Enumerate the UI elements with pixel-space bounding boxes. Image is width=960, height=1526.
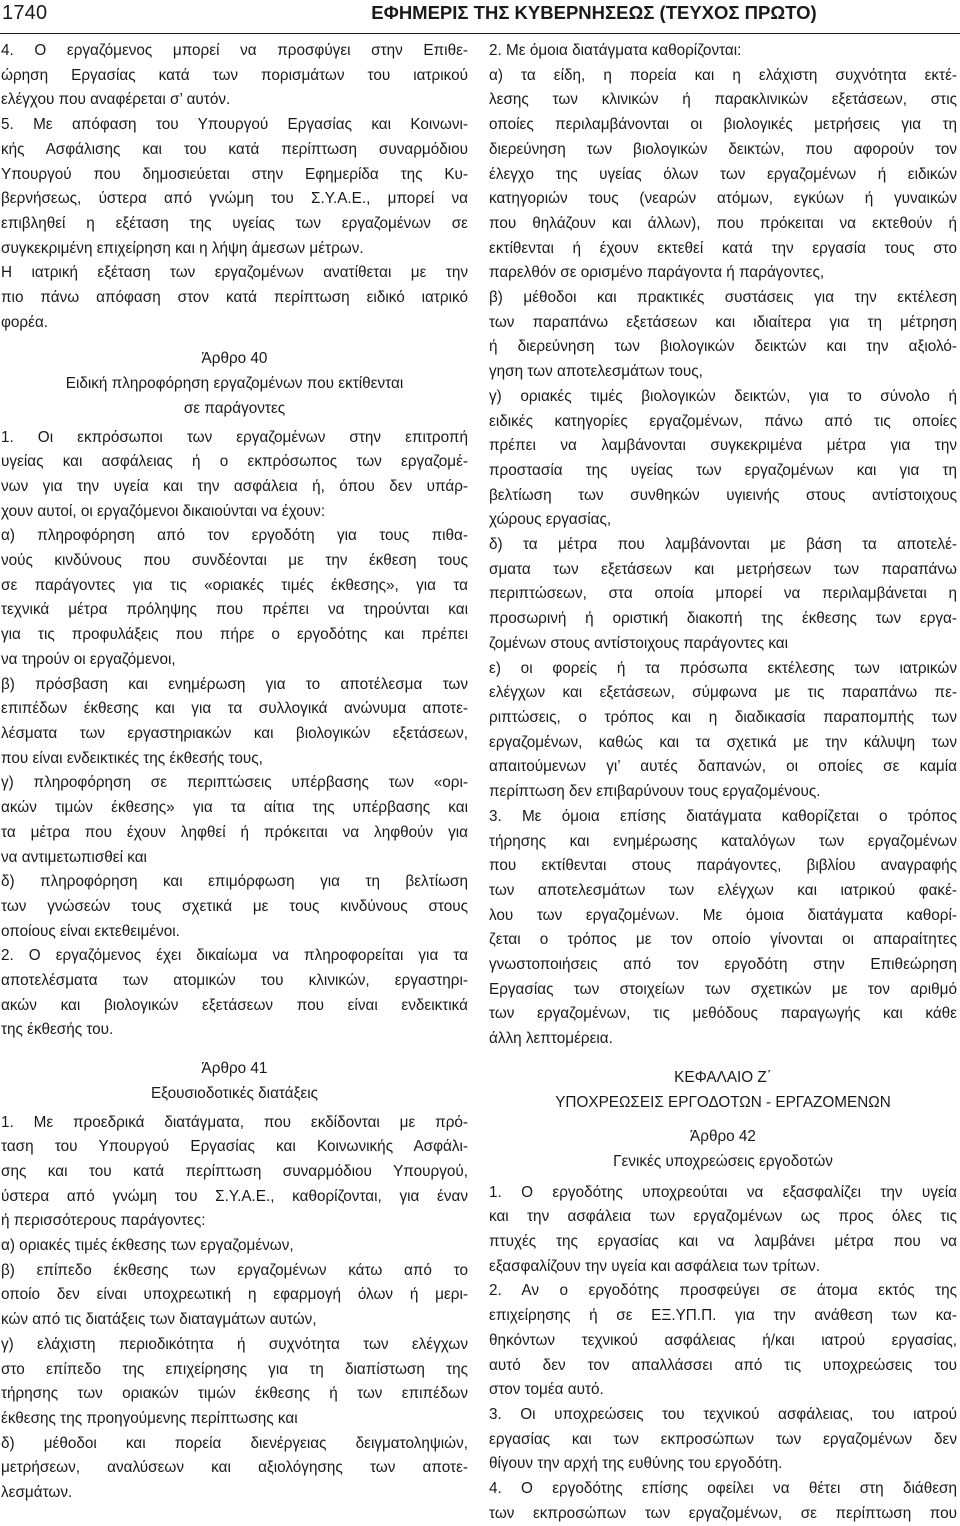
article-41-heading: Άρθρο 41 (201, 1060, 268, 1078)
text-line: σε παράγοντες (183, 399, 286, 417)
text-line: σης και του κατά περίπτωση συναρμόδιου Υπουργού, (1, 1162, 468, 1180)
text-line: ζεται ο τρόπος με τον οποίο γίνονται οι απαραίτητες (489, 931, 957, 949)
right-paragraph-2 (489, 39, 957, 64)
text-line: λέσματα των εργαστηριακών και βιολογικών εξετάσεων, (1, 724, 468, 742)
right-item-e (489, 657, 957, 805)
text-line: Η ιατρική εξέταση των εργαζομένων ανατίθεται με την (1, 264, 468, 282)
article-42-paragraph-4 (489, 1477, 957, 1526)
text-line: συγκεκριμένη επιχείρηση και η λήψη άμεσων μέτρων. (1, 239, 364, 257)
text-line: 3. Με όμοια επίσης διατάγματα καθορίζεται ο τρόπος (489, 807, 957, 825)
text-line: Εργασίας των στοιχείων των σχετικών με τον αριθμό (489, 980, 957, 998)
text-line: των αποτελεσμάτων των ελέγχων και ιατρικού φακέ- (489, 881, 957, 899)
article-40-item-b (1, 673, 468, 772)
text-line: γνωστοποιήσεις από τον εργοδότη στην Επιθεώρηση (489, 956, 957, 974)
gazette-title: ΕΦΗΜΕΡΙΣ ΤΗΣ ΚΥΒΕΡΝΗΣΕΩΣ (ΤΕΥΧΟΣ ΠΡΩΤΟ) (371, 2, 817, 23)
text-line: που θηλάζουν και άλλων), που πρόκειται να εκτεθούν ή (489, 214, 957, 232)
text-line: 2. Με όμοια διατάγματα καθορίζονται: (489, 42, 742, 59)
article-42-title: Γενικές υποχρεώσεις εργοδοτών (613, 1152, 833, 1170)
article-40-heading: Άρθρο 40 (201, 350, 268, 368)
text-line: ειδικές κατηγορίες εργαζομένων, πάνω από τις οποίες (489, 412, 957, 430)
text-line: της έκθεσής του. (1, 1021, 114, 1039)
text-line: ριπτώσεις, ο τρόπος και η διαδικασία παραπομπής των (489, 708, 957, 726)
text-line: σματα των εξετάσεων και μετρήσεων των παραπάνω (489, 560, 957, 578)
right-item-c (489, 385, 957, 533)
article-40-item-d (1, 870, 468, 944)
page-number: 1740 (2, 2, 48, 24)
chapter-title: ΥΠΟΧΡΕΩΣΕΙΣ ΕΡΓΟΔΟΤΩΝ - ΕΡΓΑΖΟΜΕΝΩΝ (555, 1093, 891, 1111)
text-line: β) επίπεδο έκθεσης των εργαζομένων κάτω από το (1, 1261, 468, 1279)
text-line: επιβληθεί η εξέταση της υγείας των εργαζομένων σε (1, 214, 468, 232)
text-line: των εργαζομένων, τις μεθόδους παραγωγής και κάθε (489, 1005, 957, 1023)
article-40-title (1, 372, 468, 421)
text-line: των εκπροσώπων των εργαζομένων, σε περίπτωση που (489, 1504, 957, 1522)
text-line: δ) τα μέτρα που λαμβάνονται με βάση τα αποτελέ- (489, 536, 957, 554)
text-line: πρέπει να λαμβάνονται συγκεκριμένα μέτρα για την (489, 437, 957, 455)
header-rule (0, 33, 960, 34)
article-40-item-a (1, 524, 468, 672)
article-41-item-a (1, 1234, 468, 1259)
text-line: οποίο δεν είναι υποχρεωτική η εφαρμογή όλων ή μερι- (1, 1286, 468, 1304)
text-line: γηση των αποτελεσμάτων τους, (489, 363, 703, 381)
text-line: μετρήσεων, αναλύσεων και αξιολόγησης των αποτε- (1, 1459, 468, 1477)
text-line: γ) πληροφόρηση σε περιπτώσεις υπέρβασης των «ορι- (1, 774, 468, 792)
left-column (1, 39, 468, 1506)
text-line: νων για την υγεία και την ασφάλεια ή, όπου δεν υπάρ- (1, 477, 468, 495)
text-line: τήρησης και ενημέρωσης καταλόγων των εργαζομένων (489, 832, 957, 850)
text-line: εξασφαλίζουν την υγεία και ασφάλεια των τρίτων. (489, 1257, 821, 1275)
right-item-a (489, 64, 957, 286)
text-line: στο επίπεδο της επιχείρησης για τη διαπίστωση της (1, 1360, 468, 1378)
article-40-paragraph-1 (1, 426, 468, 525)
text-line: εργαζομένων, καθώς και τα σχετικά με την κάλυψη των (489, 733, 957, 751)
text-line: σε παράγοντες για τις «οριακές τιμές έκθεσης», για τα (1, 576, 468, 594)
text-line: ύστερα από γνώμη του Σ.Υ.Α.Ε., καθορίζονται, για έναν (1, 1187, 468, 1205)
text-line: ζομένων στους αντίστοιχους παράγοντες και (489, 634, 789, 652)
text-line: ε) οι φορείς ή τα πρόσωπα εκτέλεσης των ιατρικών (489, 659, 957, 677)
article-40-paragraph-2 (1, 944, 468, 1043)
text-line: περιπτώσεων, στα οποία μπορεί να περιλαμβάνεται η (489, 585, 957, 603)
text-line: δ) πληροφόρηση και επιμόρφωση για τη βελτίωση (1, 873, 468, 891)
text-line: τήρησης των οριακών τιμών έκθεσης ή των επιπέδων (1, 1385, 468, 1403)
article-41-paragraph-1 (1, 1111, 468, 1235)
text-line: χουν αυτοί, οι εργαζόμενοι δικαιούνται να έχουν: (1, 502, 326, 520)
text-line: λου των εργαζομένων. Με όμοια διατάγματα καθορί- (489, 906, 957, 924)
article-42-paragraph-2 (489, 1279, 957, 1403)
text-line: των γνώσεών τους σχετικά με τους κινδύνους στους (1, 897, 468, 915)
text-line: των παραπάνω εξετάσεων και ιδιαίτερα για τη μέτρηση (489, 313, 957, 331)
paragraph-5-continued (1, 261, 468, 335)
text-line: κής Ασφάλισης και του κατά περίπτωση συναρμόδιου (1, 140, 468, 158)
text-line: βελτίωση των συνθηκών υγιεινής στους αντίστοιχους (489, 486, 957, 504)
text-line: κών από τις διατάξεις των διαταγμάτων αυτών, (1, 1311, 317, 1329)
text-line: 4. Ο εργοδότης επίσης οφείλει να θέτει στη διάθεση (489, 1480, 957, 1498)
text-line: οποίους είναι εκτεθειμένοι. (1, 922, 180, 940)
text-line: ελέγχων και εξετάσεων, σύμφωνα με τις παραπάνω πε- (489, 684, 957, 702)
right-paragraph-3 (489, 805, 957, 1052)
text-line: στον τομέα αυτό. (489, 1381, 604, 1399)
text-line: 2. Αν ο εργοδότης προσφεύγει σε άτομα εκτός της (489, 1282, 957, 1300)
right-item-b (489, 286, 957, 385)
text-line: α) τα είδη, η πορεία και η ελάχιστη συχνότητα εκτέ- (489, 66, 957, 84)
text-line: Εξουσιοδοτικές διατάξεις (150, 1084, 319, 1102)
text-line: έλεγχο της υγείας όλων των εργαζομένων ή ειδικών (489, 165, 957, 183)
text-line: Ειδική πληροφόρηση εργαζομένων που εκτίθενται (65, 375, 404, 393)
text-line: θηκόντων τεχνικού ασφάλειας ή/και ιατρού εργασίας, (489, 1331, 957, 1349)
text-line: επιχείρησης ή σε ΕΞ.ΥΠ.Π. για την ανάθεση των κα- (489, 1307, 957, 1325)
text-line: περίπτωση δεν επιβαρύνουν τους εργαζομένους. (489, 783, 821, 801)
article-42-paragraph-1 (489, 1181, 957, 1280)
article-41-item-c (1, 1333, 468, 1432)
article-41-item-b (1, 1259, 468, 1333)
text-line: λεσης των κλινικών ή παρακλινικών εξετάσεων, στις (489, 91, 957, 109)
text-line: β) πρόσβαση και ενημέρωση για το αποτέλεσμα των (1, 675, 468, 693)
text-line: θίγουν την αρχή της ευθύνης του εργοδότη. (489, 1455, 783, 1473)
article-41-title (1, 1082, 468, 1107)
text-line: έκθεσης της προηγούμενης περίπτωσης και (1, 1409, 298, 1427)
text-line: προστασία της υγείας των εργαζομένων και για τη (489, 461, 957, 479)
text-line: ακών τιμών έκθεσης» για τα αίτια της υπέρβασης και (1, 799, 468, 817)
text-line: δ) μέθοδοι και πορεία διενέργειας δειγματοληψιών, (1, 1434, 468, 1452)
text-line: διερεύνηση των βιολογικών δεικτών, που αφορούν τον (489, 140, 957, 158)
text-line: τα μέτρα που έχουν ληφθεί ή πρόκειται να ληφθούν για (1, 823, 468, 841)
text-line: αυτό δεν τον απαλλάσσει από τις υποχρεώσεις του (489, 1356, 957, 1374)
text-line: για τις προφυλάξεις που πήρε ο εργοδότης και πρέπει (1, 626, 468, 644)
text-line: ώρηση Εργασίας κατά των πορισμάτων του ιατρικού (1, 66, 468, 84)
text-line: ελέγχου που αναφέρεται σ’ αυτόν. (1, 91, 231, 109)
paragraph-4 (1, 39, 468, 113)
text-line: 1. Ο εργοδότης υποχρεούται να εξασφαλίζει την υγεία (489, 1183, 957, 1201)
text-line: 3. Οι υποχρεώσεις του τεχνικού ασφάλειας, του ιατρού (489, 1405, 957, 1423)
text-line: χώρους εργασίας, (489, 511, 612, 529)
text-line: που εκτίθενται στους παράγοντες, βιβλίου αναγραφής (489, 857, 957, 875)
text-line: πτυχές της εργασίας και να λαμβάνει μέτρα που να (489, 1233, 957, 1251)
right-item-d (489, 533, 957, 657)
right-column (489, 39, 957, 1526)
text-line: γ) οριακές τιμές βιολογικών δεικτών, για το σύνολο ή (489, 387, 957, 405)
text-line: άλλη λεπτομέρεια. (489, 1030, 613, 1048)
text-line: που είναι ενδεικτικές της έκθεσής τους, (1, 749, 263, 767)
text-line: πιο πάνω απόφαση στον κατά περίπτωση ειδικό ιατρικό (1, 289, 468, 307)
paragraph-5 (1, 113, 468, 261)
text-line: ακών και βιολογικών εξετάσεων που είναι ενδεικτικά (1, 996, 468, 1014)
text-line: Υπουργού που δημοσιεύεται στην Εφημερίδα της Κυ- (1, 165, 468, 183)
text-line: επιπέδων έκθεσης και για τα συλλογικά ανώνυμα αποτε- (1, 700, 468, 718)
text-line: οποίες περιλαμβάνονται οι βιολογικές μετρήσεις για τη (489, 116, 957, 134)
text-line: να τηρούν οι εργαζόμενοι, (1, 650, 176, 668)
text-line: 5. Με απόφαση του Υπουργού Εργασίας και Κοινωνι- (1, 116, 468, 134)
text-line: γ) ελάχιστη περιοδικότητα ή συχνότητα των ελέγχων (1, 1335, 468, 1353)
article-42-heading: Άρθρο 42 (690, 1128, 756, 1146)
page-header (0, 0, 960, 34)
article-40-item-c (1, 771, 468, 870)
text-line: εκτίθενται ή έχουν εκτεθεί κατά την εργασία τους στο (489, 239, 957, 257)
text-line: α) πληροφόρηση από τον εργοδότη για τους πιθα- (1, 527, 468, 545)
text-line: 4. Ο εργαζόμενος μπορεί να προσφύγει στην Επιθε- (1, 42, 468, 59)
text-line: ή διερεύνηση των βιολογικών δεικτών και την αξιολό- (489, 338, 957, 356)
text-line: απαιτούμενων γι’ αυτές δαπανών, οι οποίες σε καμία (489, 758, 957, 776)
chapter-heading: ΚΕΦΑΛΑΙΟ Ζ΄ (674, 1068, 772, 1086)
text-line: νούς κινδύνους που συνδέονται με την έκθεση τους (1, 552, 468, 570)
text-line: υγείας και ασφάλειας ή ο εκπρόσωπος των εργαζομέ- (1, 453, 468, 471)
text-line: αποτελέσματα των ατομικών του κλινικών, εργαστηρι- (1, 972, 468, 990)
text-line: 2. Ο εργαζόμενος έχει δικαίωμα να πληροφορείται για τα (1, 947, 468, 965)
text-line: ή περισσότερους παράγοντες: (1, 1212, 206, 1230)
text-line: ταση του Υπουργού Εργασίας και Κοινωνικής Ασφάλι- (1, 1138, 468, 1156)
text-line: βερνήσεως, ύστερα από γνώμη του Σ.Υ.Α.Ε., μπορεί να (1, 190, 468, 208)
text-line: α) οριακές τιμές έκθεσης των εργαζομένων, (1, 1237, 294, 1255)
text-line: 1. Οι εκπρόσωποι των εργαζομένων στην επιτροπή (1, 428, 468, 446)
text-line: παρελθόν σε ορισμένο παράγοντα ή παράγοντες, (489, 264, 825, 282)
text-line: εργασίας και των εκπροσώπων των εργαζομένων δεν (489, 1430, 957, 1448)
text-line: να αντιμετωπισθεί και (1, 848, 147, 866)
text-line: τεχνικά μέτρα πρόληψης που πρέπει να τηρούνται και (1, 601, 468, 619)
article-42-paragraph-3 (489, 1403, 957, 1477)
article-41-item-d (1, 1432, 468, 1506)
text-line: λεσμάτων. (1, 1484, 73, 1502)
text-line: προσωρινή ή οριστική διακοπή της έκθεσης των εργα- (489, 610, 957, 628)
text-line: φορέα. (1, 313, 49, 331)
text-line: κατηγοριών τους (νεαρών ατόμων, εγκύων ή γυναικών (489, 190, 957, 208)
text-line: β) μέθοδοι και πρακτικές συστάσεις για την εκτέλεση (489, 289, 957, 307)
text-line: και την ασφάλεια των εργαζομένων ως προς όλες τις (489, 1208, 957, 1226)
text-line: 1. Με προεδρικά διατάγματα, που εκδίδονται με πρό- (1, 1113, 468, 1131)
